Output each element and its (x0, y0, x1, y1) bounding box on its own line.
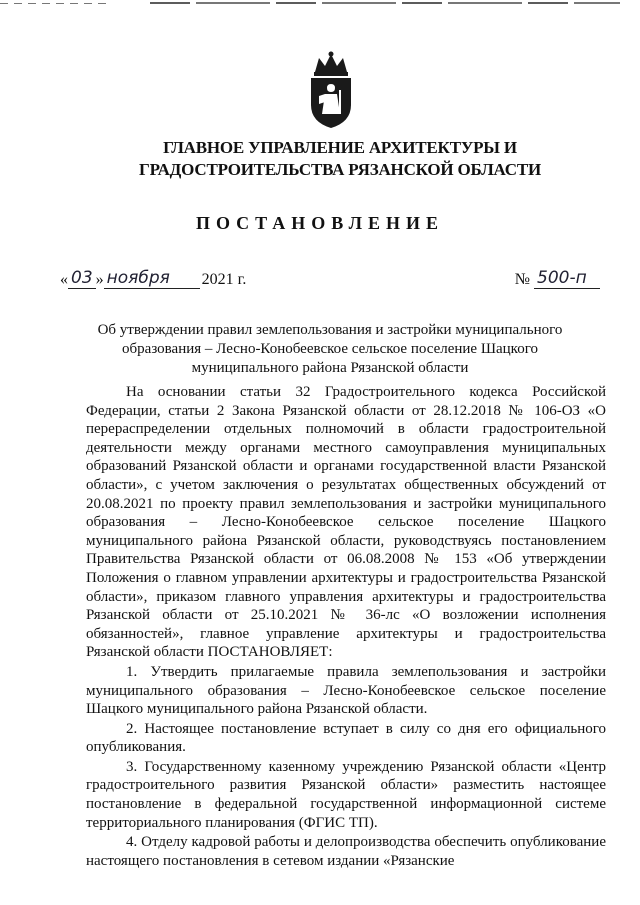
scan-artifact-line (150, 2, 620, 4)
preamble-paragraph: На основании статьи 32 Градостроительного кодекса Российской Федерации, статьи 2 Закона Рязанской области от 28.12.2018 № 106-ОЗ «О перераспределении отдельных полномочий в области градостроительной деятельности между органами местного самоуправления муниципальных образований Рязанской области и органами государственной власти Рязанской области», с учетом заключения о результатах общественных обсуждений от 20.08.2021 по проекту правил землепользования и застройки муниципального образования – Лесно-Конобеевское сельское поселение Шацкого муниципального района Рязанской области, руководствуясь постановлением Правительства Рязанской области от 06.08.2008 № 153 «Об утверждении Положения о главном управлении архитектуры и градостроительства Рязанской области», приказом главного управления архитектуры и градостроительства Рязанской области от 25.10.2021 № 36-лс «О возложении исполнения обязанностей», главное управление архитектуры и градостроительства Рязанской области ПОСТАНОВЛЯЕТ: (86, 384, 606, 661)
document-date (60, 268, 246, 289)
list-item: 4. Отделу кадровой работы и делопроизводства обеспечить опубликование настоящего постановления в сетевом издании «Рязанские (86, 834, 606, 869)
list-item: 3. Государственному казенному учреждению Рязанской области «Центр градостроительного развития Рязанской области» разместить настоящее постановление в федеральной государственной информационной системе территориального планирования (ФГИС ТП). (86, 758, 606, 831)
date-year: 2021 г. (201, 271, 247, 288)
date-open-quote: « (60, 271, 68, 288)
document-body (86, 383, 606, 870)
date-day: 03 (68, 268, 96, 289)
list-item: 2. Настоящее постановление вступает в силу со дня его официального опубликования. (86, 720, 606, 756)
number-value: 500-п (534, 268, 600, 289)
date-month: ноября (104, 268, 200, 289)
ryazan-coat-of-arms-icon (301, 50, 361, 130)
document-number (515, 268, 600, 289)
scan-artifact-line (0, 3, 110, 4)
document-subject: Об утверждении правил землепользования и застройки муниципального образования – Лесно-Конобеевское сельское поселение Шацкого муниципального района Рязанской области (97, 322, 563, 376)
list-item: 1. Утвердить прилагаемые правила землепользования и застройки муниципального образования – Лесно-Конобеевское сельское поселение Шацкого муниципального района Рязанской области. (86, 663, 606, 718)
number-label: № (514, 271, 530, 288)
organization-title: ГЛАВНОЕ УПРАВЛЕНИЕ АРХИТЕКТУРЫ И ГРАДОСТРОИТЕЛЬСТВА РЯЗАНСКОЙ ОБЛАСТИ (138, 138, 542, 179)
date-close-quote: » (95, 271, 104, 288)
document-type-title: ПОСТАНОВЛЕНИЕ (195, 213, 445, 233)
